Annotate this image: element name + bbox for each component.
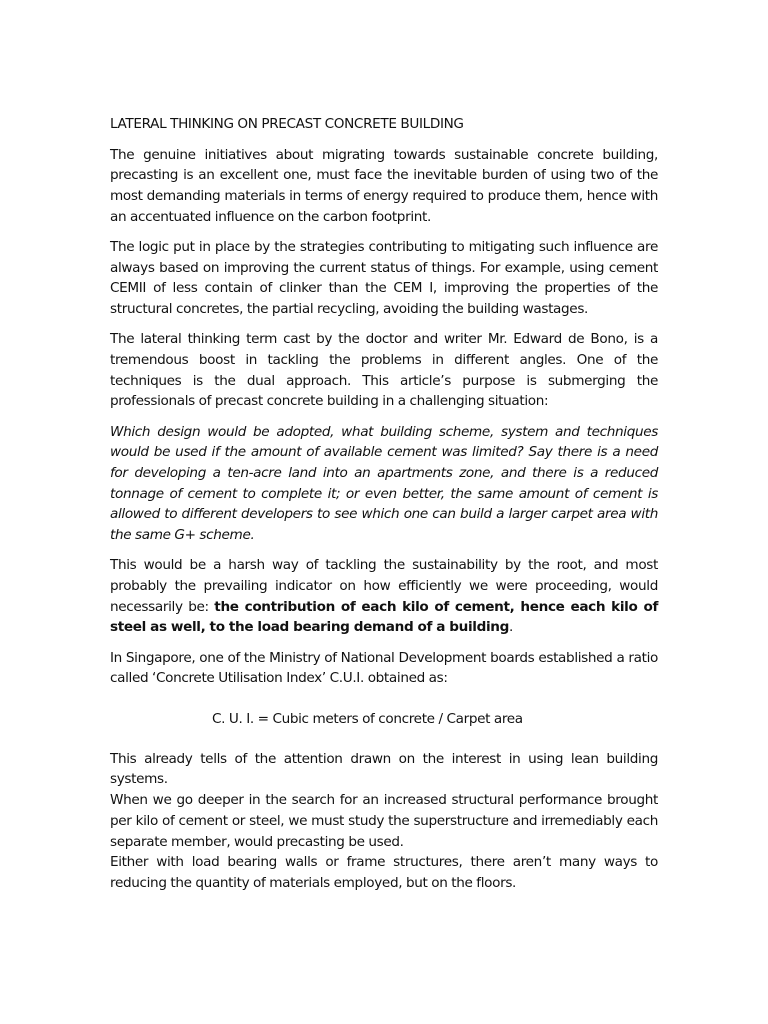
paragraph-floors: Either with load bearing walls or frame structures, there aren’t many ways to reducing the quantity of materials employed, but on the floors.	[110, 854, 658, 891]
indicator-text-start: This would be a harsh way of tackling the sustainability by the root, and most probably the prevailing indicator on how efficiently we were proceeding, would necessarily be:	[110, 557, 658, 615]
paragraph-challenge-question: Which design would be adopted, what building scheme, system and techniques would be used if the amount of available cement was limited? Say there is a need for developing a ten-acre land into an apartments zone, and there is a reduced tonnage of cement to complete it; or even better, the same amount of cement is allowed to different developers to see which one can build a larger carpet area with the same G+ scheme.	[110, 423, 658, 544]
paragraph-indicator	[110, 555, 658, 638]
document-page	[110, 114, 658, 894]
cui-formula: C. U. I. = Cubic meters of concrete / Carpet area	[212, 711, 523, 728]
paragraph-singapore: In Singapore, one of the Ministry of National Development boards established a ratio called ‘Concrete Utilisation Index’ C.U.I. obtained as:	[110, 649, 658, 687]
indicator-text-end: .	[508, 619, 513, 636]
indicator-bold-text: the contribution of each kilo of cement, hence each kilo of steel as well, to the load bearing demand of a building	[110, 598, 659, 636]
paragraph-lean-systems: This already tells of the attention drawn on the interest in using lean building systems.	[110, 750, 658, 788]
paragraph-intro: The genuine initiatives about migrating towards sustainable concrete building, precasting is an excellent one, must face the inevitable burden of using two of the most demanding materials in terms of energy required to produce them, hence with an accentuated influence on the carbon footprint.	[110, 146, 658, 225]
paragraph-lateral-thinking: The lateral thinking term cast by the doctor and writer Mr. Edward de Bono, is a tremendous boost in tackling the problems in different angles. One of the techniques is the dual approach. This article’s purpose is submerging the professionals of precast concrete building in a challenging situation:	[110, 331, 658, 410]
paragraph-strategies: The logic put in place by the strategies contributing to mitigating such influence are always based on improving the current status of things. For example, using cement CEMII of less contain of clinker than the CEM I, improving the properties of the structural concretes, the partial recycling, avoiding the building wastages.	[110, 239, 658, 318]
document-title: LATERAL THINKING ON PRECAST CONCRETE BUILDING	[110, 116, 464, 132]
paragraph-deeper-search: When we go deeper in the search for an increased structural performance brought per kilo of cement or steel, we must study the superstructure and irremediably each separate member, would precasting be used.	[110, 792, 658, 850]
